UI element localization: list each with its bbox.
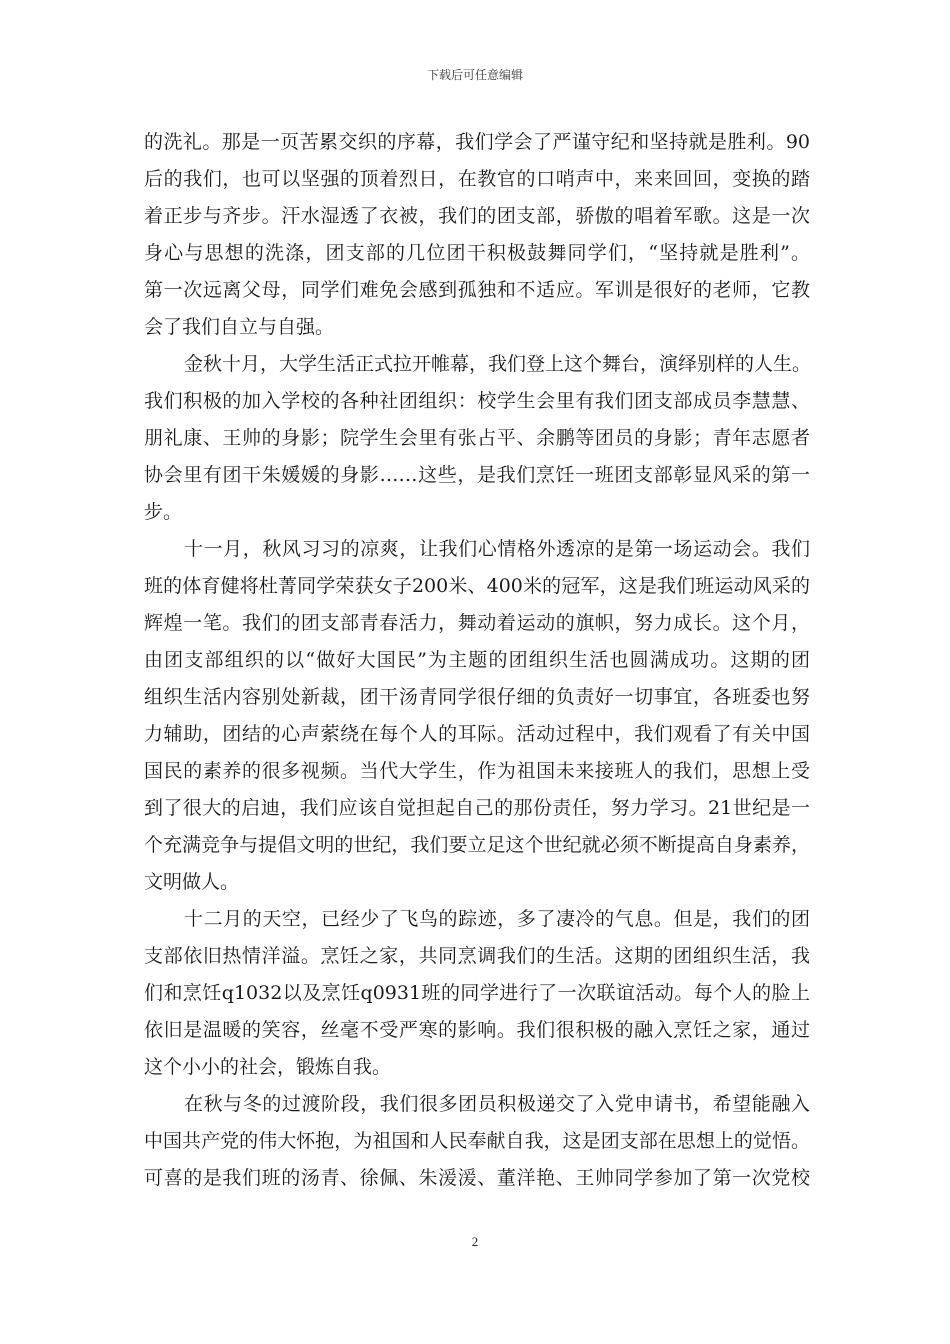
text-line: 可喜的是我们班的汤青、徐佩、朱湲湲、董洋艳、王帅同学参加了第一次党校 [144, 1167, 810, 1189]
paragraph-first-line: 金秋十月，大学生活正式拉开帷幕，我们登上这个舞台，演绎别样的人生。 [184, 353, 812, 375]
text-line: 步。 [144, 501, 183, 523]
text-line: 会了我们自立与自强。 [144, 316, 335, 338]
text-line: 由团支部组织的以“做好大国民”为主题的团组织生活也圆满成功。这期的团 [144, 649, 810, 671]
text-line: 身心与思想的洗涤，团支部的几位团干积极鼓舞同学们，“坚持就是胜利”。 [144, 242, 810, 264]
paragraph-first-line: 十二月的天空，已经少了飞鸟的踪迹，多了凄冷的气息。但是，我们的团 [184, 908, 810, 930]
page-number: 2 [471, 1234, 479, 1249]
text-line: 文明做人。 [144, 871, 240, 893]
paragraph-first-line: 十一月，秋风习习的凉爽，让我们心情格外透凉的是第一场运动会。我们 [184, 538, 810, 560]
text-line: 到了很大的启迪，我们应该自觉担起自己的那份责任，努力学习。21世纪是一 [144, 797, 810, 819]
text-line: 我们积极的加入学校的各种社团组织：校学生会里有我们团支部成员李慧慧、 [144, 390, 810, 412]
paragraph-first-line: 在秋与冬的过渡阶段，我们很多团员积极递交了入党申请书，希望能融入 [184, 1093, 810, 1115]
document-body [144, 124, 810, 1197]
text-line: 国民的素养的很多视频。当代大学生，作为祖国未来接班人的我们，思想上受 [144, 760, 810, 782]
text-line: 们和烹饪q1032以及烹饪q0931班的同学进行了一次联谊活动。每个人的脸上 [144, 982, 810, 1004]
text-line: 支部依旧热情洋溢。烹饪之家，共同烹调我们的生活。这期的团组织生活，我 [144, 945, 810, 967]
text-line: 辉煌一笔。我们的团支部青春活力，舞动着运动的旗帜，努力成长。这个月， [144, 612, 810, 634]
text-line: 着正步与齐步。汗水湿透了衣被，我们的团支部，骄傲的唱着军歌。这是一次 [144, 205, 810, 227]
text-line: 朋礼康、王帅的身影；院学生会里有张占平、余鹏等团员的身影；青年志愿者 [144, 427, 810, 449]
text-line: 第一次远离父母，同学们难免会感到孤独和不适应。军训是很好的老师，它教 [144, 279, 810, 301]
text-line: 协会里有团干朱媛媛的身影……这些，是我们烹饪一班团支部彰显风采的第一 [144, 464, 810, 486]
text-line: 的洗礼。那是一页苦累交织的序幕，我们学会了严谨守纪和坚持就是胜利。90 [144, 131, 810, 153]
text-line: 依旧是温暖的笑容，丝毫不受严寒的影响。我们很积极的融入烹饪之家，通过 [144, 1019, 810, 1041]
text-line: 组织生活内容别处新裁，团干汤青同学很仔细的负责好一切事宜，各班委也努 [144, 686, 810, 708]
text-line: 中国共产党的伟大怀抱，为祖国和人民奉献自我，这是团支部在思想上的觉悟。 [144, 1130, 810, 1152]
page-header: 下载后可任意编辑 [426, 68, 523, 82]
text-line: 这个小小的社会，锻炼自我。 [144, 1056, 392, 1078]
text-line: 班的体育健将杜菁同学荣获女子200米、400米的冠军，这是我们班运动风采的 [144, 575, 810, 597]
text-line: 后的我们，也可以坚强的顶着烈日，在教官的口哨声中，来来回回，变换的踏 [144, 168, 810, 190]
text-line: 力辅助，团结的心声萦绕在每个人的耳际。活动过程中，我们观看了有关中国 [144, 723, 810, 745]
text-line: 个充满竞争与提倡文明的世纪，我们要立足这个世纪就必须不断提高自身素养， [144, 834, 810, 856]
